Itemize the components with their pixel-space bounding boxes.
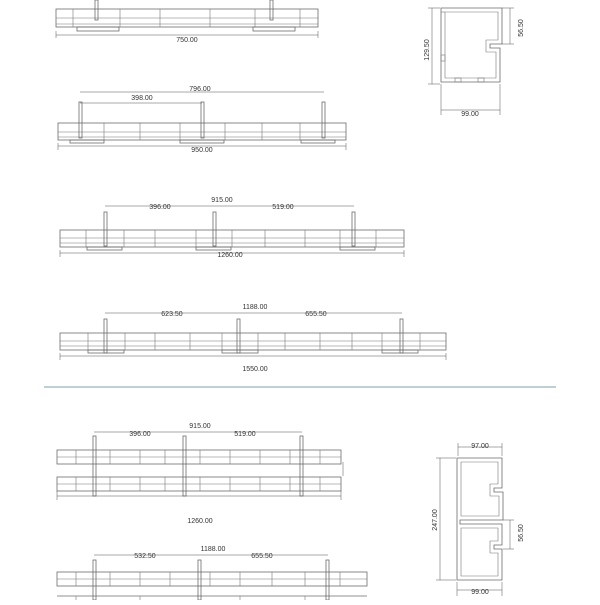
profile-bottom-drawing [432, 443, 525, 596]
profile-top-base: 99.00 [461, 111, 479, 118]
frame-950-drawing [58, 86, 346, 154]
frame-750-drawing [56, 0, 318, 44]
double-frame-1188-span-right: 655.50 [251, 553, 273, 560]
frame-750-width: 750.00 [176, 37, 198, 44]
double-frame-1188-drawing [57, 546, 367, 600]
frame-1260-span-left: 396.00 [149, 204, 171, 211]
profile-bottom-top-width: 97.00 [471, 443, 489, 450]
frame-950-width: 950.00 [191, 147, 213, 154]
profile-top-height: 129.50 [424, 39, 431, 61]
double-frame-1260-drawing [57, 423, 343, 525]
frame-1260-span-total: 915.00 [211, 197, 233, 204]
profile-bottom-inner: 56.50 [518, 524, 525, 542]
double-frame-1260-span-total: 915.00 [189, 423, 211, 430]
frame-1260-span-right: 519.00 [272, 204, 294, 211]
profile-top-inner: 56.50 [518, 19, 525, 37]
profile-top-drawing [424, 8, 525, 118]
frame-1260-width: 1260.00 [217, 252, 243, 259]
frame-1550-span-left: 623.50 [161, 311, 183, 318]
frame-950-span-total: 796.00 [189, 86, 211, 93]
frame-950-span-left: 398.00 [131, 95, 153, 102]
frame-1550-span-right: 655.50 [305, 311, 327, 318]
frame-1260-drawing [60, 197, 404, 259]
profile-bottom-height: 247.00 [432, 509, 439, 531]
double-frame-1260-width: 1260.00 [187, 518, 213, 525]
frame-1550-span-total: 1188.00 [242, 304, 268, 311]
double-frame-1188-span-total: 1188.00 [200, 546, 226, 553]
double-frame-1260-span-right: 519.00 [234, 431, 256, 438]
profile-bottom-base: 99.00 [471, 589, 489, 596]
double-frame-1188-span-left: 532.50 [134, 553, 156, 560]
frame-1550-drawing [60, 304, 446, 373]
double-frame-1260-span-left: 396.00 [129, 431, 151, 438]
frame-1550-width: 1550.00 [242, 366, 268, 373]
